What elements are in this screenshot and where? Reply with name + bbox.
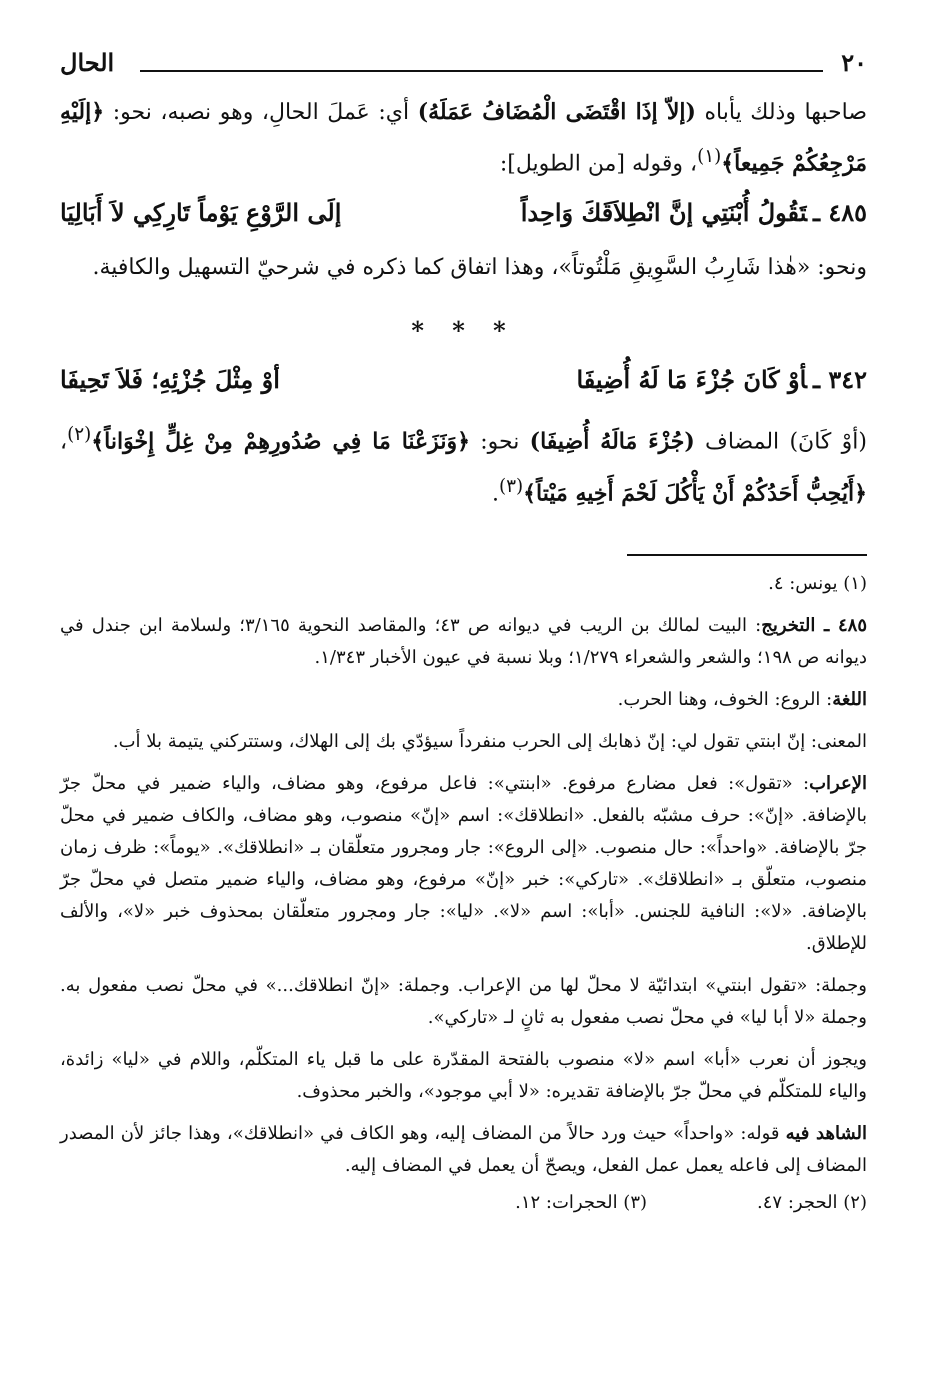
quote-alfiyya: (إلاّ إذَا اقْتَضَى الْمُضَافُ عَمَلَهُ) [417,99,696,125]
text: . [491,480,499,506]
text: ، وقوله [من الطويل]: [499,151,698,177]
footnote-label: الشاهد فيه [785,1122,867,1144]
quran-quote: ﴿وَنَزَعْنَا مَا فِي صُدُورِهِمْ مِنْ غِلٍّ إِخْوَاناً﴾ [91,428,470,455]
text: ، [60,429,68,455]
quote-alfiyya: (جُزْءَ مَالَهُ أُضِيفَا) [529,428,695,455]
footnote-ref: (١) [697,146,722,167]
header-rule [140,70,823,72]
footnote-takhrij [60,610,867,674]
quran-quote: ﴿أَيُحِبُّ أَحَدُكُمْ أَنْ يَأْكُلَ لَحْمَ أَخِيهِ مَيْتاً﴾ [523,479,867,506]
page-number: ٢٠ [841,48,867,77]
footnote-shahid [60,1118,867,1182]
text: نحو: [469,429,530,455]
footnote-lugha [60,684,867,716]
verse-342 [60,357,867,403]
quran-quote: ﴿إلَيْهِ مَرْجِعُكُمْ جَمِيعاً﴾ [60,99,867,177]
footnote-label: الإعراب [809,772,867,794]
verse-second-hemistich: إلَى الرَّوْعِ يَوْماً تَارِكِي لاَ أَبَالِيَا [60,198,342,228]
footnote-ref: (٣) [498,475,524,497]
verse-number: ٤٨٥ ـ [812,198,867,228]
footnote-irab [60,768,867,960]
footnote-text: : «تقول»: فعل مضارع مرفوع. «ابنتي»: فاعل مرفوع، وهو مضاف، والياء ضمير في محلّ جرّ بالإضافة. «إنّ»: حرف مشبّه بالفعل. «انطلاقك»: اسم «إنّ» منصوب، وهو مضاف، والكاف ضمير في محلّ جرّ بالإضافة. «واحداً»: حال منصوب. «إلى الروع»: جار ومجرور متعلّقان بـ «انطلاقك». «يوماً»: ظرف زمان منصوب، متعلّق بـ «انطلاقك». «تاركي»: خبر «إنّ» مرفوع، وهو مضاف، والياء ضمير متصل في محلّ جرّ بالإضافة. «لا»: النافية للجنس. «أبا»: اسم «لا». «ليا»: جار ومجرور متعلّقان بمحذوف خبر «لا»، والألف للإطلاق. [60,772,867,954]
hemistich-text: تَقُولُ أُبْنَتِي إنَّ انْطِلاَقَكَ وَاحِداً [520,198,807,228]
text: (أوْ كَانَ) المضاف [694,429,867,455]
footnote-2: (٢) الحجر: ٤٧. [757,1191,867,1213]
footnote-3: (٣) الحجرات: ١٢. [515,1191,648,1213]
footnote-yajuz: ويجوز أن نعرب «أبا» اسم «لا» منصوب بالفتحة المقدّرة على ما قبل ياء المتكلّم، واللام في «ليا» زائدة، والياء للمتكلّم في محلّ جرّ بالإضافة تقديره: «لا أبي موجود»، والخبر محذوف. [60,1048,867,1102]
verse-first-hemistich [521,190,867,236]
footnote-maana: المعنى: إنّ ابنتي تقول لي: إنّ ذهابك إلى الحرب منفرداً سيؤدّي بك إلى الهلاك، وستتركني يتيمة بلا أب. [112,730,867,752]
paragraph-3 [60,413,867,516]
footnote-text: : الروع: الخوف، وهنا الحرب. [617,688,833,710]
footnote-label: ٤٨٥ ـ التخريج [761,614,868,636]
running-header [60,40,867,80]
paragraph-1 [60,90,867,186]
verse-485 [60,190,867,236]
verse-number: ٣٤٢ ـ [812,365,867,395]
footnote-1: (١) يونس: ٤. [768,572,867,594]
text: ونحو: «هٰذا شَارِبُ السَّوِيقِ مَلْتُوتاً»، وهذا اتفاق كما ذكره في شرحيّ التسهيل والكافية. [92,255,867,281]
footnote-rule [627,554,867,556]
running-title: الحال [60,48,115,77]
text: صاحبها وذلك يأباه [695,100,867,125]
section-separator: * * * [411,316,516,346]
footnote-text: : البيت لمالك بن الريب في ديوانه ص ٤٣؛ والمقاصد النحوية ٣/١٦٥؛ ولسلامة ابن جندل في ديوانه ص ١٩٨؛ والشعر والشعراء ١/٢٧٩؛ وبلا نسبة في عيون الأخبار ١/٣٤٣. [60,614,867,668]
verse-first-hemistich [576,357,867,403]
footnote-text: قوله: «واحداً» حيث ورد حالاً من المضاف إليه، وهو الكاف في «انطلاقك»، وهذا جائز لأن المصدر المضاف إلى فاعله يعمل عمل الفعل، ويصحّ أن يعمل في المضاف إليه. [60,1122,867,1176]
footnotes-bottom-row [60,1192,867,1213]
paragraph-2 [60,246,867,290]
hemistich-text: أوْ كَانَ جُزْءَ مَا لَهُ أُضِيفَا [576,365,807,395]
footnote-jumla: وجملة: «تقول ابنتي» ابتدائيّة لا محلّ لها من الإعراب. وجملة: «إنّ انطلاقك...» في محلّ نصب مفعول به. وجملة «لا أبا ليا» في محلّ نصب مفعول به ثانٍ لـ «تاركي». [60,974,867,1028]
footnote-ref: (٢) [67,424,92,446]
footnote-label: اللغة [832,688,867,710]
verse-second-hemistich: أوْ مِثْلَ جُزْئِهِ؛ فَلاَ تَحِيفَا [60,365,280,395]
text: أي: عَملَ الحالِ، وهو نصبه، نحو: [104,100,418,125]
